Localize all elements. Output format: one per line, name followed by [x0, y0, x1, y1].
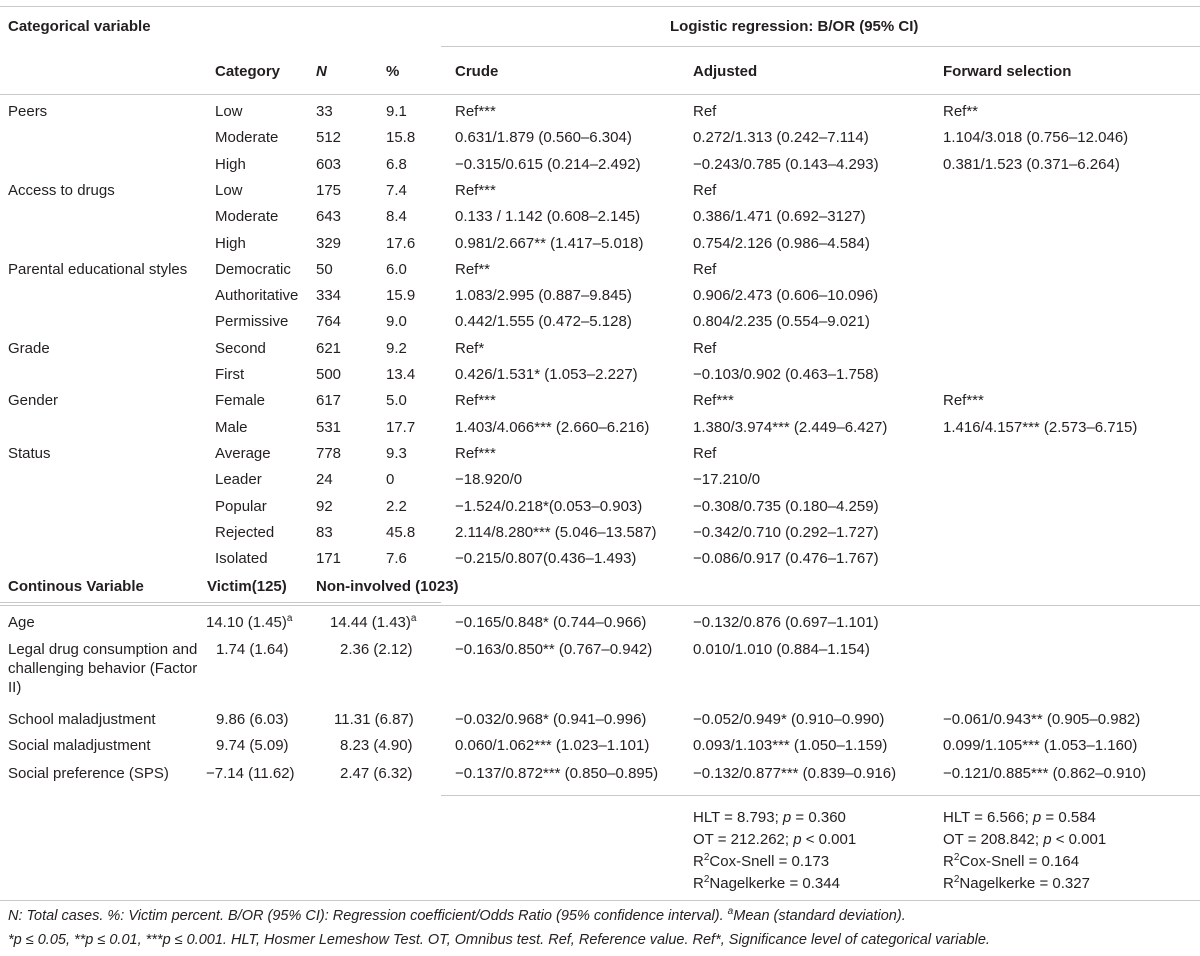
adjusted-value: −0.342/0.710 (0.292–1.727) [693, 523, 879, 541]
crude-value: −1.524/0.218*(0.053–0.903) [455, 497, 643, 515]
adjusted-value: −0.308/0.735 (0.180–4.259) [693, 497, 879, 515]
category-label: Male [215, 418, 248, 436]
variable-label: School maladjustment [8, 711, 156, 728]
crude-value: 0.442/1.555 (0.472–5.128) [455, 313, 632, 331]
pct-value: 2.2 [386, 497, 407, 515]
pct-value: 45.8 [386, 523, 416, 541]
category-label: Average [215, 444, 271, 462]
pct-value: 17.7 [386, 418, 416, 436]
forward-value: 0.099/1.105*** (1.053–1.160) [943, 737, 1138, 754]
crude-value: 0.060/1.062*** (1.023–1.101) [455, 737, 650, 754]
adjusted-value: −0.052/0.949* (0.910–0.990) [693, 711, 885, 728]
n-value: 778 [316, 444, 342, 462]
category-label: High [215, 234, 246, 252]
crude-value: −0.137/0.872*** (0.850–0.895) [455, 765, 659, 782]
crude-value: 1.083/2.995 (0.887–9.845) [455, 287, 632, 305]
category-label: Popular [215, 497, 267, 515]
adjusted-value: 0.010/1.010 (0.884–1.154) [693, 641, 870, 658]
header-n: N [316, 63, 327, 80]
adjusted-value: −0.103/0.902 (0.463–1.758) [693, 366, 879, 383]
adjusted-value: 0.754/2.126 (0.986–4.584) [693, 234, 870, 252]
adjusted-value: 0.804/2.235 (0.554–9.021) [693, 313, 870, 331]
pct-value: 9.3 [386, 444, 407, 462]
variable-label: Peers [8, 103, 48, 120]
n-value: 92 [316, 497, 333, 515]
n-value: 175 [316, 181, 342, 199]
variable-label: Age [8, 614, 35, 631]
continuous-variable-header: Continous Variable [8, 578, 144, 595]
adjusted-value: Ref*** [693, 392, 734, 410]
category-label: Authoritative [215, 287, 299, 305]
victim-value: −7.14 (11.62) [206, 765, 295, 782]
adjusted-value: −0.132/0.876 (0.697–1.101) [693, 614, 879, 631]
crude-value: 0.133 / 1.142 (0.608–2.145) [455, 208, 641, 226]
pct-value: 0 [386, 471, 395, 489]
r2-nagelkerke-stat: $R^2Nagelkerke = 0.327$ [943, 874, 1090, 892]
n-value: 621 [316, 339, 342, 357]
forward-value: Ref** [943, 103, 979, 120]
bottom-rule [0, 900, 1200, 901]
crude-value: −0.165/0.848* (0.744–0.966) [455, 614, 647, 631]
pct-value: 6.0 [386, 260, 407, 278]
n-value: 531 [316, 418, 342, 436]
variable-label: Social preference (SPS) [8, 765, 169, 782]
n-value: 500 [316, 366, 342, 383]
n-value: 83 [316, 523, 333, 541]
pct-value: 7.4 [386, 181, 407, 199]
forward-value: 1.104/3.018 (0.756–12.046) [943, 129, 1129, 147]
continuous-header-rule [0, 602, 441, 603]
victim-value: 9.74 (5.09) [216, 737, 289, 754]
adjusted-value: Ref [693, 339, 717, 357]
crude-value: 2.114/8.280*** (5.046–13.587) [455, 523, 657, 541]
ot-stat: OT = 208.842; p < 0.001 [943, 831, 1107, 848]
crude-value: Ref** [455, 260, 491, 278]
header-bottom-rule [0, 94, 1200, 95]
header-adjusted: Adjusted [693, 63, 758, 80]
top-rule [0, 6, 1200, 7]
noninvolved-value: 2.47 (6.32) [340, 765, 413, 782]
adjusted-value: 1.380/3.974*** (2.449–6.427) [693, 418, 888, 436]
pct-value: 15.8 [386, 129, 416, 147]
pct-value: 9.2 [386, 339, 407, 357]
category-label: First [215, 366, 245, 383]
adjusted-value: 0.906/2.473 (0.606–10.096) [693, 287, 879, 305]
variable-label: Legal drug consumption and challenging behavior (Factor II) [8, 641, 198, 696]
n-value: 764 [316, 313, 342, 331]
header-forward-selection: Forward selection [943, 63, 1072, 80]
header-categorical-variable: Categorical variable [8, 18, 151, 35]
pct-value: 5.0 [386, 392, 407, 410]
adjusted-value: 0.093/1.103*** (1.050–1.159) [693, 737, 888, 754]
category-label: Second [215, 339, 266, 357]
crude-value: 0.426/1.531* (1.053–2.227) [455, 366, 638, 383]
n-value: 24 [316, 471, 333, 489]
category-label: Rejected [215, 523, 275, 541]
noninvolved-header: Non-involved (1023) [316, 578, 459, 595]
continuous-body-rule [0, 605, 1200, 606]
n-value: 33 [316, 103, 333, 120]
noninvolved-value: 2.36 (2.12) [340, 641, 413, 658]
crude-value: Ref* [455, 339, 485, 357]
header-category: Category [215, 63, 281, 80]
r2-nagelkerke-stat: $R^2Nagelkerke = 0.344$ [693, 874, 840, 892]
adjusted-value: Ref [693, 181, 717, 199]
forward-value: −0.121/0.885*** (0.862–0.910) [943, 765, 1147, 782]
crude-value: 0.981/2.667** (1.417–5.018) [455, 234, 644, 252]
victim-value: 14.10 $(1.45)^a$ [206, 613, 293, 631]
ot-stat: OT = 212.262; p < 0.001 [693, 831, 857, 848]
crude-value: −0.032/0.968* (0.941–0.996) [455, 711, 647, 728]
forward-value: 1.416/4.157*** (2.573–6.715) [943, 418, 1138, 436]
category-label: Female [215, 392, 266, 410]
footnote-significance: *p ≤ 0.05, **p ≤ 0.01, ***p ≤ 0.001. HLT, Hosmer Lemeshow Test. OT, Omnibus test. Ref, Reference value. Ref*, Significance level of categorical variable. [8, 932, 990, 948]
n-value: 329 [316, 234, 342, 252]
adjusted-value: 0.272/1.313 (0.242–7.114) [693, 129, 869, 147]
crude-value: Ref*** [455, 444, 496, 462]
crude-value: 0.631/1.879 (0.560–6.304) [455, 129, 632, 147]
victim-value: 1.74 (1.64) [216, 641, 289, 658]
crude-value: −0.215/0.807(0.436–1.493) [455, 550, 637, 568]
crude-value: Ref*** [455, 181, 496, 199]
category-label: Low [215, 103, 243, 120]
pct-value: 7.6 [386, 550, 407, 568]
adjusted-value: Ref [693, 103, 717, 120]
noninvolved-value: 8.23 (4.90) [340, 737, 413, 754]
adjusted-value: 0.386/1.471 (0.692–3127) [693, 208, 866, 226]
n-value: 617 [316, 392, 342, 410]
n-value: 643 [316, 208, 342, 226]
header-crude: Crude [455, 63, 499, 80]
crude-value: Ref*** [455, 392, 496, 410]
crude-value: −18.920/0 [455, 471, 523, 489]
pct-value: 6.8 [386, 155, 407, 173]
category-label: Permissive [215, 313, 289, 331]
header-pct: % [386, 63, 400, 80]
adjusted-value: −0.086/0.917 (0.476–1.767) [693, 550, 879, 568]
crude-value: 1.403/4.066*** (2.660–6.216) [455, 418, 650, 436]
pct-value: 9.0 [386, 313, 407, 331]
n-value: 334 [316, 287, 342, 305]
adjusted-value: Ref [693, 444, 717, 462]
victim-value: 9.86 (6.03) [216, 711, 289, 728]
r2-cox-snell-stat: $R^2Cox$-Snell = 0.164 [943, 852, 1080, 870]
r2-cox-snell-stat: $R^2Cox$-Snell = 0.173 [693, 852, 830, 870]
adjusted-value: Ref [693, 260, 717, 278]
variable-label: Grade [8, 339, 50, 357]
hlt-stat: HLT = 8.793; p = 0.360 [693, 809, 846, 826]
category-label: Leader [215, 471, 262, 489]
adjusted-value: −0.132/0.877*** (0.839–0.916) [693, 765, 897, 782]
category-label: High [215, 155, 246, 173]
n-value: 603 [316, 155, 342, 173]
category-label: Moderate [215, 208, 279, 226]
crude-value: −0.315/0.615 (0.214–2.492) [455, 155, 641, 173]
pct-value: 9.1 [386, 103, 407, 120]
crude-value: −0.163/0.850** (0.767–0.942) [455, 641, 653, 658]
variable-label: Status [8, 444, 51, 462]
crude-value: Ref*** [455, 103, 496, 120]
victim-header: Victim(125) [207, 578, 287, 595]
hlt-stat: HLT = 6.566; p = 0.584 [943, 809, 1096, 826]
category-label: Moderate [215, 129, 279, 147]
category-label: Isolated [215, 550, 268, 568]
n-value: 50 [316, 260, 333, 278]
forward-value: −0.061/0.943** (0.905–0.982) [943, 711, 1141, 728]
noninvolved-value: 11.31 (6.87) [334, 711, 414, 728]
pct-value: 13.4 [386, 366, 416, 383]
variable-label: Parental educational styles [8, 260, 188, 278]
n-value: 512 [316, 129, 342, 147]
forward-value: 0.381/1.523 (0.371–6.264) [943, 155, 1120, 173]
variable-label: Access to drugs [8, 181, 115, 199]
variable-label: Social maladjustment [8, 737, 151, 754]
pct-value: 17.6 [386, 234, 416, 252]
adjusted-value: −17.210/0 [693, 471, 761, 489]
n-value: 171 [316, 550, 342, 568]
header-logistic-regression: Logistic regression: B/OR (95% CI) [670, 18, 919, 35]
category-label: Low [215, 181, 243, 199]
pct-value: 8.4 [386, 208, 407, 226]
category-label: Democratic [215, 260, 291, 278]
noninvolved-value: 14.44 $(1.43)^a$ [330, 613, 417, 631]
stats-rule [441, 795, 1200, 796]
footnote-abbreviations: N: Total cases. %: Victim percent. B/OR (95% CI): Regression coefficient/Odds Ratio (95% confidence interval). $^a$Mean (standard deviation). [8, 906, 906, 924]
variable-label: Gender [8, 392, 59, 410]
forward-value: Ref*** [943, 392, 984, 410]
adjusted-value: −0.243/0.785 (0.143–4.293) [693, 155, 879, 173]
pct-value: 15.9 [386, 287, 416, 305]
logistic-header-rule [441, 46, 1200, 47]
